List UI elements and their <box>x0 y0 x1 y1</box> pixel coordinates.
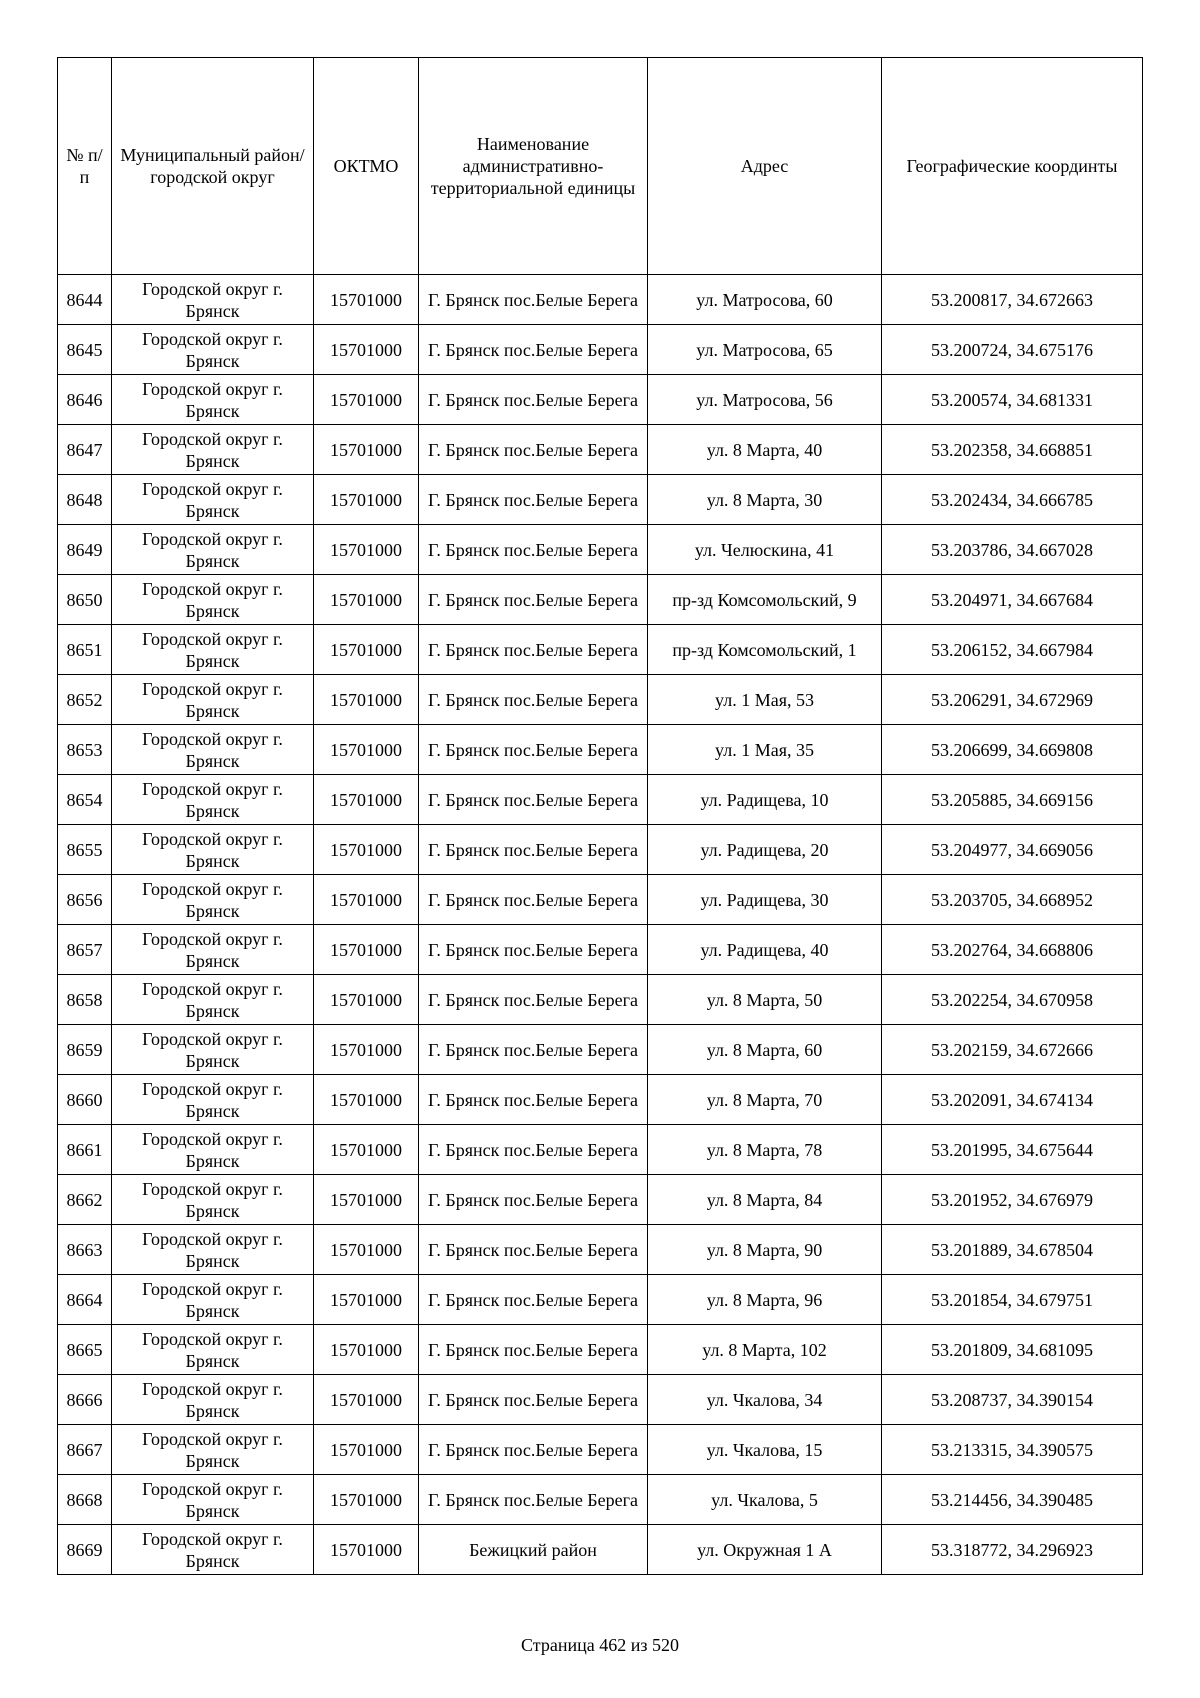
cell-number: 8660 <box>58 1075 112 1125</box>
cell-address: ул. Челюскина, 41 <box>648 525 882 575</box>
cell-coordinates: 53.202159, 34.672666 <box>882 1025 1143 1075</box>
cell-number: 8649 <box>58 525 112 575</box>
cell-coordinates: 53.318772, 34.296923 <box>882 1525 1143 1575</box>
cell-admin-unit: Г. Брянск пос.Белые Берега <box>419 625 648 675</box>
cell-oktmo: 15701000 <box>314 775 419 825</box>
cell-oktmo: 15701000 <box>314 825 419 875</box>
cell-coordinates: 53.203786, 34.667028 <box>882 525 1143 575</box>
table-row <box>58 1375 1143 1425</box>
cell-number: 8652 <box>58 675 112 725</box>
cell-coordinates: 53.202254, 34.670958 <box>882 975 1143 1025</box>
cell-municipality: Городской округ г. Брянск <box>112 575 314 625</box>
table-row <box>58 875 1143 925</box>
cell-oktmo: 15701000 <box>314 575 419 625</box>
cell-oktmo: 15701000 <box>314 1025 419 1075</box>
cell-admin-unit: Г. Брянск пос.Белые Берега <box>419 675 648 725</box>
cell-coordinates: 53.201889, 34.678504 <box>882 1225 1143 1275</box>
cell-admin-unit: Бежицкий район <box>419 1525 648 1575</box>
table-row <box>58 1425 1143 1475</box>
table-row <box>58 1475 1143 1525</box>
cell-municipality: Городской округ г. Брянск <box>112 425 314 475</box>
cell-address: ул. Чкалова, 34 <box>648 1375 882 1425</box>
cell-number: 8663 <box>58 1225 112 1275</box>
header-number: № п/п <box>58 58 112 275</box>
cell-oktmo: 15701000 <box>314 375 419 425</box>
cell-municipality: Городской округ г. Брянск <box>112 625 314 675</box>
table-row <box>58 375 1143 425</box>
table-row <box>58 1225 1143 1275</box>
cell-admin-unit: Г. Брянск пос.Белые Берега <box>419 1425 648 1475</box>
cell-oktmo: 15701000 <box>314 1425 419 1475</box>
cell-admin-unit: Г. Брянск пос.Белые Берега <box>419 475 648 525</box>
cell-municipality: Городской округ г. Брянск <box>112 475 314 525</box>
cell-address: ул. Матросова, 56 <box>648 375 882 425</box>
table-row <box>58 325 1143 375</box>
cell-admin-unit: Г. Брянск пос.Белые Берега <box>419 1075 648 1125</box>
cell-coordinates: 53.202358, 34.668851 <box>882 425 1143 475</box>
cell-number: 8646 <box>58 375 112 425</box>
cell-number: 8668 <box>58 1475 112 1525</box>
cell-coordinates: 53.201854, 34.679751 <box>882 1275 1143 1325</box>
cell-coordinates: 53.202434, 34.666785 <box>882 475 1143 525</box>
cell-admin-unit: Г. Брянск пос.Белые Берега <box>419 575 648 625</box>
cell-address: ул. 8 Марта, 50 <box>648 975 882 1025</box>
cell-municipality: Городской округ г. Брянск <box>112 1025 314 1075</box>
cell-municipality: Городской округ г. Брянск <box>112 875 314 925</box>
cell-coordinates: 53.206152, 34.667984 <box>882 625 1143 675</box>
cell-oktmo: 15701000 <box>314 1475 419 1525</box>
table-row <box>58 425 1143 475</box>
cell-municipality: Городской округ г. Брянск <box>112 1375 314 1425</box>
cell-number: 8651 <box>58 625 112 675</box>
cell-address: ул. 1 Мая, 53 <box>648 675 882 725</box>
cell-address: ул. Чкалова, 15 <box>648 1425 882 1475</box>
cell-address: ул. 8 Марта, 102 <box>648 1325 882 1375</box>
cell-address: ул. 8 Марта, 60 <box>648 1025 882 1075</box>
cell-address: ул. Матросова, 60 <box>648 275 882 325</box>
table-row <box>58 575 1143 625</box>
cell-oktmo: 15701000 <box>314 1125 419 1175</box>
cell-oktmo: 15701000 <box>314 1375 419 1425</box>
cell-address: ул. Матросова, 65 <box>648 325 882 375</box>
table-row <box>58 825 1143 875</box>
cell-oktmo: 15701000 <box>314 275 419 325</box>
cell-admin-unit: Г. Брянск пос.Белые Берега <box>419 925 648 975</box>
cell-address: ул. 8 Марта, 30 <box>648 475 882 525</box>
header-address: Адрес <box>648 58 882 275</box>
cell-municipality: Городской округ г. Брянск <box>112 325 314 375</box>
cell-number: 8662 <box>58 1175 112 1225</box>
cell-admin-unit: Г. Брянск пос.Белые Берега <box>419 1325 648 1375</box>
cell-address: ул. 8 Марта, 84 <box>648 1175 882 1225</box>
cell-admin-unit: Г. Брянск пос.Белые Берега <box>419 1125 648 1175</box>
cell-admin-unit: Г. Брянск пос.Белые Берега <box>419 325 648 375</box>
cell-admin-unit: Г. Брянск пос.Белые Берега <box>419 375 648 425</box>
header-municipality: Муниципальный район/городской округ <box>112 58 314 275</box>
table-row <box>58 475 1143 525</box>
cell-municipality: Городской округ г. Брянск <box>112 725 314 775</box>
table-row <box>58 925 1143 975</box>
cell-coordinates: 53.203705, 34.668952 <box>882 875 1143 925</box>
cell-address: ул. Чкалова, 5 <box>648 1475 882 1525</box>
cell-coordinates: 53.202764, 34.668806 <box>882 925 1143 975</box>
cell-municipality: Городской округ г. Брянск <box>112 825 314 875</box>
cell-oktmo: 15701000 <box>314 1275 419 1325</box>
cell-admin-unit: Г. Брянск пос.Белые Берега <box>419 1025 648 1075</box>
cell-address: ул. Радищева, 30 <box>648 875 882 925</box>
cell-address: пр-зд Комсомольский, 1 <box>648 625 882 675</box>
cell-address: ул. Окружная 1 А <box>648 1525 882 1575</box>
table-row <box>58 1325 1143 1375</box>
cell-coordinates: 53.201995, 34.675644 <box>882 1125 1143 1175</box>
cell-oktmo: 15701000 <box>314 925 419 975</box>
cell-admin-unit: Г. Брянск пос.Белые Берега <box>419 275 648 325</box>
cell-oktmo: 15701000 <box>314 1175 419 1225</box>
table-row <box>58 1525 1143 1575</box>
cell-address: ул. 8 Марта, 70 <box>648 1075 882 1125</box>
page-number: Страница 462 из 520 <box>521 1635 679 1655</box>
table-row <box>58 525 1143 575</box>
cell-address: ул. Радищева, 20 <box>648 825 882 875</box>
registry-table <box>57 57 1143 1575</box>
cell-coordinates: 53.200724, 34.675176 <box>882 325 1143 375</box>
cell-admin-unit: Г. Брянск пос.Белые Берега <box>419 1275 648 1325</box>
cell-oktmo: 15701000 <box>314 475 419 525</box>
cell-admin-unit: Г. Брянск пос.Белые Берега <box>419 525 648 575</box>
cell-municipality: Городской округ г. Брянск <box>112 525 314 575</box>
cell-address: ул. 8 Марта, 40 <box>648 425 882 475</box>
cell-municipality: Городской округ г. Брянск <box>112 775 314 825</box>
cell-coordinates: 53.206291, 34.672969 <box>882 675 1143 725</box>
cell-admin-unit: Г. Брянск пос.Белые Берега <box>419 1375 648 1425</box>
cell-admin-unit: Г. Брянск пос.Белые Берега <box>419 1225 648 1275</box>
header-coordinates: Географические координты <box>882 58 1143 275</box>
header-oktmo: ОКТМО <box>314 58 419 275</box>
cell-number: 8661 <box>58 1125 112 1175</box>
cell-oktmo: 15701000 <box>314 1325 419 1375</box>
cell-municipality: Городской округ г. Брянск <box>112 1275 314 1325</box>
cell-municipality: Городской округ г. Брянск <box>112 1175 314 1225</box>
cell-number: 8667 <box>58 1425 112 1475</box>
cell-number: 8650 <box>58 575 112 625</box>
table-row <box>58 775 1143 825</box>
cell-number: 8656 <box>58 875 112 925</box>
cell-admin-unit: Г. Брянск пос.Белые Берега <box>419 1475 648 1525</box>
cell-municipality: Городской округ г. Брянск <box>112 925 314 975</box>
cell-oktmo: 15701000 <box>314 675 419 725</box>
cell-coordinates: 53.200817, 34.672663 <box>882 275 1143 325</box>
table-row <box>58 1025 1143 1075</box>
cell-oktmo: 15701000 <box>314 1075 419 1125</box>
header-admin-unit: Наименование административно-территориальной единицы <box>419 58 648 275</box>
cell-number: 8669 <box>58 1525 112 1575</box>
table-row <box>58 275 1143 325</box>
cell-coordinates: 53.201809, 34.681095 <box>882 1325 1143 1375</box>
table-row <box>58 1075 1143 1125</box>
cell-address: пр-зд Комсомольский, 9 <box>648 575 882 625</box>
cell-oktmo: 15701000 <box>314 1525 419 1575</box>
cell-number: 8664 <box>58 1275 112 1325</box>
cell-municipality: Городской округ г. Брянск <box>112 1075 314 1125</box>
cell-coordinates: 53.208737, 34.390154 <box>882 1375 1143 1425</box>
cell-municipality: Городской округ г. Брянск <box>112 375 314 425</box>
cell-address: ул. 8 Марта, 90 <box>648 1225 882 1275</box>
cell-oktmo: 15701000 <box>314 625 419 675</box>
cell-number: 8655 <box>58 825 112 875</box>
cell-oktmo: 15701000 <box>314 325 419 375</box>
cell-municipality: Городской округ г. Брянск <box>112 1225 314 1275</box>
cell-admin-unit: Г. Брянск пос.Белые Берега <box>419 425 648 475</box>
cell-admin-unit: Г. Брянск пос.Белые Берега <box>419 975 648 1025</box>
cell-admin-unit: Г. Брянск пос.Белые Берега <box>419 875 648 925</box>
cell-address: ул. 8 Марта, 78 <box>648 1125 882 1175</box>
cell-coordinates: 53.206699, 34.669808 <box>882 725 1143 775</box>
cell-number: 8647 <box>58 425 112 475</box>
cell-oktmo: 15701000 <box>314 725 419 775</box>
cell-number: 8644 <box>58 275 112 325</box>
table-row <box>58 1125 1143 1175</box>
table-header <box>58 58 1143 275</box>
cell-number: 8658 <box>58 975 112 1025</box>
table-row <box>58 725 1143 775</box>
cell-number: 8659 <box>58 1025 112 1075</box>
table-row <box>58 625 1143 675</box>
cell-coordinates: 53.202091, 34.674134 <box>882 1075 1143 1125</box>
cell-municipality: Городской округ г. Брянск <box>112 275 314 325</box>
cell-number: 8648 <box>58 475 112 525</box>
cell-admin-unit: Г. Брянск пос.Белые Берега <box>419 1175 648 1225</box>
cell-oktmo: 15701000 <box>314 1225 419 1275</box>
cell-coordinates: 53.204971, 34.667684 <box>882 575 1143 625</box>
cell-address: ул. 8 Марта, 96 <box>648 1275 882 1325</box>
table-row <box>58 675 1143 725</box>
cell-address: ул. Радищева, 10 <box>648 775 882 825</box>
cell-admin-unit: Г. Брянск пос.Белые Берега <box>419 825 648 875</box>
cell-number: 8666 <box>58 1375 112 1425</box>
table-row <box>58 1275 1143 1325</box>
cell-oktmo: 15701000 <box>314 875 419 925</box>
cell-oktmo: 15701000 <box>314 425 419 475</box>
cell-municipality: Городской округ г. Брянск <box>112 1525 314 1575</box>
cell-admin-unit: Г. Брянск пос.Белые Берега <box>419 725 648 775</box>
cell-coordinates: 53.205885, 34.669156 <box>882 775 1143 825</box>
header-row <box>58 58 1143 275</box>
cell-number: 8653 <box>58 725 112 775</box>
cell-coordinates: 53.201952, 34.676979 <box>882 1175 1143 1225</box>
cell-oktmo: 15701000 <box>314 975 419 1025</box>
cell-number: 8645 <box>58 325 112 375</box>
cell-municipality: Городской округ г. Брянск <box>112 1325 314 1375</box>
cell-address: ул. 1 Мая, 35 <box>648 725 882 775</box>
cell-coordinates: 53.213315, 34.390575 <box>882 1425 1143 1475</box>
cell-coordinates: 53.214456, 34.390485 <box>882 1475 1143 1525</box>
cell-coordinates: 53.204977, 34.669056 <box>882 825 1143 875</box>
cell-address: ул. Радищева, 40 <box>648 925 882 975</box>
cell-admin-unit: Г. Брянск пос.Белые Берега <box>419 775 648 825</box>
cell-municipality: Городской округ г. Брянск <box>112 1425 314 1475</box>
cell-municipality: Городской округ г. Брянск <box>112 975 314 1025</box>
cell-municipality: Городской округ г. Брянск <box>112 675 314 725</box>
table-row <box>58 975 1143 1025</box>
cell-number: 8665 <box>58 1325 112 1375</box>
cell-number: 8654 <box>58 775 112 825</box>
cell-municipality: Городской округ г. Брянск <box>112 1125 314 1175</box>
table-body <box>58 275 1143 1575</box>
cell-municipality: Городской округ г. Брянск <box>112 1475 314 1525</box>
cell-oktmo: 15701000 <box>314 525 419 575</box>
table-row <box>58 1175 1143 1225</box>
cell-coordinates: 53.200574, 34.681331 <box>882 375 1143 425</box>
cell-number: 8657 <box>58 925 112 975</box>
